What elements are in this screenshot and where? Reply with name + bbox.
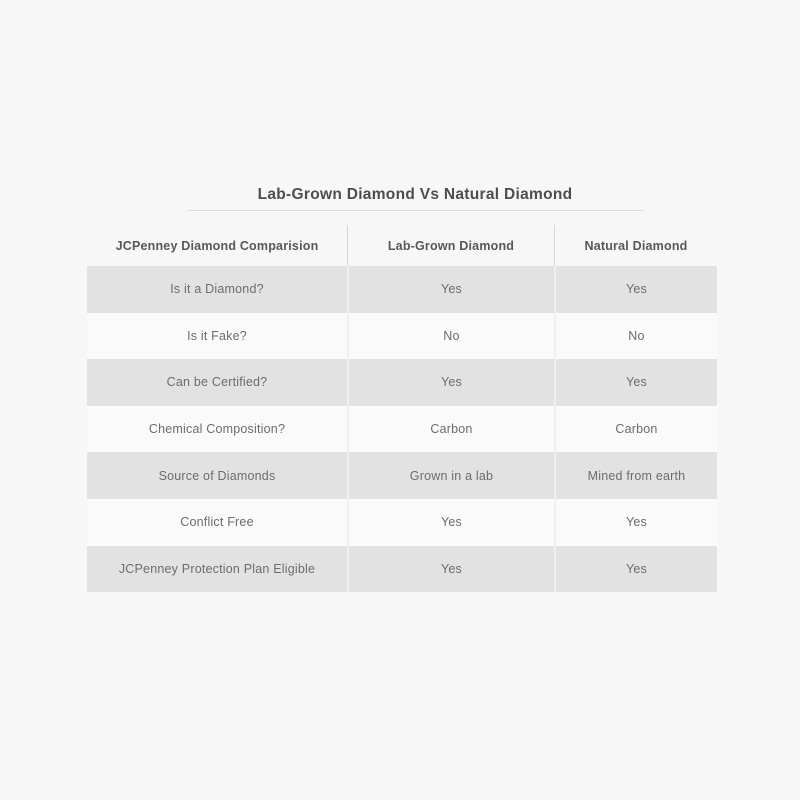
natural-value-cell: No <box>554 313 717 360</box>
title-underline <box>187 210 643 211</box>
lab-grown-value-cell: Yes <box>347 546 554 593</box>
header-cell-natural: Natural Diamond <box>554 225 717 266</box>
natural-value-cell: Yes <box>554 546 717 593</box>
header-cell-lab-grown: Lab-Grown Diamond <box>347 225 554 266</box>
lab-grown-value-cell: Grown in a lab <box>347 452 554 499</box>
header-cell-comparison: JCPenney Diamond Comparision <box>115 238 319 253</box>
comparison-table <box>87 225 717 592</box>
row-label-cell: JCPenney Protection Plan Eligible <box>87 546 347 593</box>
table-row <box>87 452 717 499</box>
row-label-cell: Source of Diamonds <box>87 452 347 499</box>
natural-value-cell: Yes <box>554 359 717 406</box>
natural-value-cell: Yes <box>554 499 717 546</box>
page-title: Lab-Grown Diamond Vs Natural Diamond <box>257 186 573 203</box>
row-label-cell: Is it a Diamond? <box>87 266 347 313</box>
title-block <box>187 186 643 211</box>
lab-grown-value-cell: Yes <box>347 266 554 313</box>
lab-grown-value-cell: Yes <box>347 499 554 546</box>
row-label-cell: Can be Certified? <box>87 359 347 406</box>
natural-value-cell: Yes <box>554 266 717 313</box>
table-header-row <box>87 225 717 266</box>
table-row <box>87 266 717 313</box>
table-row <box>87 499 717 546</box>
natural-value-cell: Mined from earth <box>554 452 717 499</box>
lab-grown-value-cell: Carbon <box>347 406 554 453</box>
natural-value-cell: Carbon <box>554 406 717 453</box>
row-label-cell: Is it Fake? <box>87 313 347 360</box>
table-row <box>87 406 717 453</box>
table-row <box>87 546 717 593</box>
table-row <box>87 359 717 406</box>
row-label-cell: Chemical Composition? <box>87 406 347 453</box>
table-row <box>87 313 717 360</box>
lab-grown-value-cell: Yes <box>347 359 554 406</box>
row-label-cell: Conflict Free <box>87 499 347 546</box>
lab-grown-value-cell: No <box>347 313 554 360</box>
